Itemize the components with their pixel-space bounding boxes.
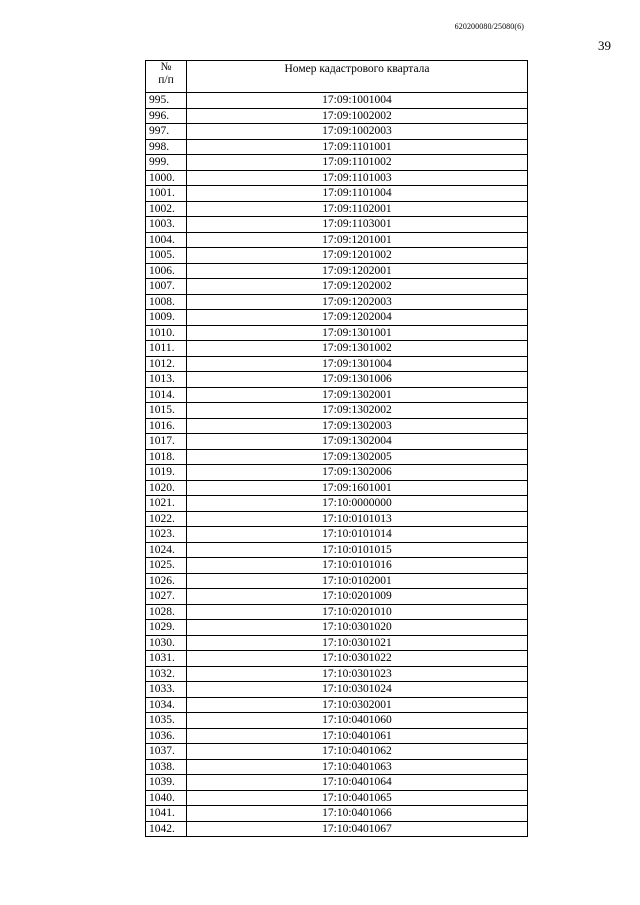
row-number-cell: 1018. <box>146 449 187 465</box>
row-number-cell: 1005. <box>146 248 187 264</box>
table-row <box>146 124 528 140</box>
cadastral-number-cell: 17:09:1102001 <box>187 201 528 217</box>
table-row <box>146 449 528 465</box>
row-number-cell: 1032. <box>146 666 187 682</box>
table-row <box>146 806 528 822</box>
row-number-cell: 1029. <box>146 620 187 636</box>
cadastral-quarters-table <box>145 60 528 837</box>
table-row <box>146 542 528 558</box>
table-row <box>146 232 528 248</box>
row-number-cell: 1028. <box>146 604 187 620</box>
row-number-cell: 1031. <box>146 651 187 667</box>
cadastral-number-cell: 17:09:1103001 <box>187 217 528 233</box>
cadastral-number-cell: 17:09:1302003 <box>187 418 528 434</box>
row-number-cell: 1030. <box>146 635 187 651</box>
table-row <box>146 635 528 651</box>
cadastral-number-cell: 17:10:0201009 <box>187 589 528 605</box>
row-number-cell: 1012. <box>146 356 187 372</box>
row-number-cell: 1034. <box>146 697 187 713</box>
cadastral-number-cell: 17:10:0401064 <box>187 775 528 791</box>
row-number-cell: 1022. <box>146 511 187 527</box>
cadastral-number-cell: 17:10:0401066 <box>187 806 528 822</box>
row-number-cell: 999. <box>146 155 187 171</box>
table-row <box>146 186 528 202</box>
table-row <box>146 558 528 574</box>
cadastral-number-cell: 17:10:0101013 <box>187 511 528 527</box>
table-row <box>146 418 528 434</box>
cadastral-number-cell: 17:10:0101014 <box>187 527 528 543</box>
table-row <box>146 387 528 403</box>
cadastral-number-cell: 17:09:1301001 <box>187 325 528 341</box>
cadastral-number-cell: 17:10:0301024 <box>187 682 528 698</box>
cadastral-number-cell: 17:10:0401060 <box>187 713 528 729</box>
row-number-cell: 1015. <box>146 403 187 419</box>
row-number-cell: 1023. <box>146 527 187 543</box>
cadastral-number-cell: 17:09:1101003 <box>187 170 528 186</box>
row-number-cell: 1014. <box>146 387 187 403</box>
table-row <box>146 139 528 155</box>
table-row <box>146 372 528 388</box>
table-row <box>146 728 528 744</box>
row-number-cell: 995. <box>146 93 187 109</box>
cadastral-number-cell: 17:10:0401061 <box>187 728 528 744</box>
row-number-cell: 1042. <box>146 821 187 837</box>
row-number-cell: 1021. <box>146 496 187 512</box>
table-row <box>146 248 528 264</box>
table-header <box>146 61 528 93</box>
cadastral-number-cell: 17:09:1202004 <box>187 310 528 326</box>
row-number-cell: 1041. <box>146 806 187 822</box>
row-number-cell: 1025. <box>146 558 187 574</box>
table-row <box>146 775 528 791</box>
cadastral-number-cell: 17:10:0301021 <box>187 635 528 651</box>
row-number-cell: 1038. <box>146 759 187 775</box>
cadastral-number-cell: 17:10:0301020 <box>187 620 528 636</box>
row-number-cell: 1001. <box>146 186 187 202</box>
table-row <box>146 620 528 636</box>
cadastral-number-cell: 17:09:1001004 <box>187 93 528 109</box>
table-row <box>146 434 528 450</box>
row-number-cell: 1003. <box>146 217 187 233</box>
row-number-cell: 1017. <box>146 434 187 450</box>
header-row <box>146 61 528 93</box>
cadastral-number-cell: 17:10:0401065 <box>187 790 528 806</box>
table-row <box>146 511 528 527</box>
table-row <box>146 759 528 775</box>
row-number-cell: 1000. <box>146 170 187 186</box>
table-row <box>146 589 528 605</box>
cadastral-number-cell: 17:10:0302001 <box>187 697 528 713</box>
cadastral-number-cell: 17:09:1301006 <box>187 372 528 388</box>
cadastral-number-cell: 17:09:1301002 <box>187 341 528 357</box>
table-row <box>146 666 528 682</box>
cadastral-number-cell: 17:09:1302004 <box>187 434 528 450</box>
row-number-cell: 1039. <box>146 775 187 791</box>
table-row <box>146 93 528 109</box>
table-row <box>146 573 528 589</box>
table-row <box>146 604 528 620</box>
row-number-cell: 1037. <box>146 744 187 760</box>
cadastral-number-cell: 17:09:1302001 <box>187 387 528 403</box>
table-row <box>146 821 528 837</box>
cadastral-number-cell: 17:09:1601001 <box>187 480 528 496</box>
cadastral-number-cell: 17:10:0301023 <box>187 666 528 682</box>
cadastral-number-cell: 17:09:1202003 <box>187 294 528 310</box>
row-number-cell: 1024. <box>146 542 187 558</box>
table-row <box>146 744 528 760</box>
cadastral-number-cell: 17:09:1302006 <box>187 465 528 481</box>
row-number-cell: 1007. <box>146 279 187 295</box>
cadastral-number-cell: 17:10:0401063 <box>187 759 528 775</box>
row-number-cell: 1033. <box>146 682 187 698</box>
cadastral-number-cell: 17:09:1301004 <box>187 356 528 372</box>
table-row <box>146 325 528 341</box>
row-number-cell: 1013. <box>146 372 187 388</box>
row-number-cell: 997. <box>146 124 187 140</box>
table-row <box>146 480 528 496</box>
table-row <box>146 155 528 171</box>
table-row <box>146 279 528 295</box>
cadastral-number-cell: 17:10:0201010 <box>187 604 528 620</box>
cadastral-number-cell: 17:09:1101001 <box>187 139 528 155</box>
column-header-number-line1: № <box>160 61 172 73</box>
table-row <box>146 356 528 372</box>
row-number-cell: 1020. <box>146 480 187 496</box>
table-row <box>146 263 528 279</box>
row-number-cell: 1036. <box>146 728 187 744</box>
cadastral-number-cell: 17:09:1302005 <box>187 449 528 465</box>
table-row <box>146 108 528 124</box>
table-row <box>146 217 528 233</box>
table-row <box>146 527 528 543</box>
cadastral-number-cell: 17:10:0401062 <box>187 744 528 760</box>
cadastral-number-cell: 17:09:1002003 <box>187 124 528 140</box>
table-row <box>146 170 528 186</box>
cadastral-number-cell: 17:10:0101015 <box>187 542 528 558</box>
table-row <box>146 341 528 357</box>
row-number-cell: 1016. <box>146 418 187 434</box>
column-header-cadastral-number: Номер кадастрового квартала <box>187 61 528 93</box>
table-row <box>146 713 528 729</box>
cadastral-number-cell: 17:10:0101016 <box>187 558 528 574</box>
cadastral-number-cell: 17:10:0102001 <box>187 573 528 589</box>
cadastral-number-cell: 17:10:0000000 <box>187 496 528 512</box>
row-number-cell: 1008. <box>146 294 187 310</box>
row-number-cell: 1019. <box>146 465 187 481</box>
row-number-cell: 1035. <box>146 713 187 729</box>
row-number-cell: 1002. <box>146 201 187 217</box>
page-number: 39 <box>598 38 611 53</box>
cadastral-number-cell: 17:09:1201002 <box>187 248 528 264</box>
table-row <box>146 294 528 310</box>
row-number-cell: 1026. <box>146 573 187 589</box>
cadastral-number-cell: 17:09:1202001 <box>187 263 528 279</box>
cadastral-number-cell: 17:09:1201001 <box>187 232 528 248</box>
table-row <box>146 682 528 698</box>
table-body <box>146 93 528 837</box>
row-number-cell: 996. <box>146 108 187 124</box>
document-code: 620200080/25080(6) <box>454 22 524 31</box>
cadastral-number-cell: 17:09:1202002 <box>187 279 528 295</box>
cadastral-number-cell: 17:09:1101002 <box>187 155 528 171</box>
table-row <box>146 403 528 419</box>
row-number-cell: 1040. <box>146 790 187 806</box>
table-row <box>146 201 528 217</box>
row-number-cell: 998. <box>146 139 187 155</box>
table-row <box>146 651 528 667</box>
table-row <box>146 697 528 713</box>
row-number-cell: 1027. <box>146 589 187 605</box>
cadastral-number-cell: 17:10:0301022 <box>187 651 528 667</box>
row-number-cell: 1006. <box>146 263 187 279</box>
table-row <box>146 790 528 806</box>
column-header-number <box>146 61 187 93</box>
table-row <box>146 465 528 481</box>
row-number-cell: 1010. <box>146 325 187 341</box>
cadastral-number-cell: 17:09:1101004 <box>187 186 528 202</box>
cadastral-number-cell: 17:09:1302002 <box>187 403 528 419</box>
table-row <box>146 310 528 326</box>
row-number-cell: 1004. <box>146 232 187 248</box>
row-number-cell: 1011. <box>146 341 187 357</box>
row-number-cell: 1009. <box>146 310 187 326</box>
cadastral-number-cell: 17:09:1002002 <box>187 108 528 124</box>
column-header-number-line2: п/п <box>158 74 174 86</box>
cadastral-number-cell: 17:10:0401067 <box>187 821 528 837</box>
table-row <box>146 496 528 512</box>
